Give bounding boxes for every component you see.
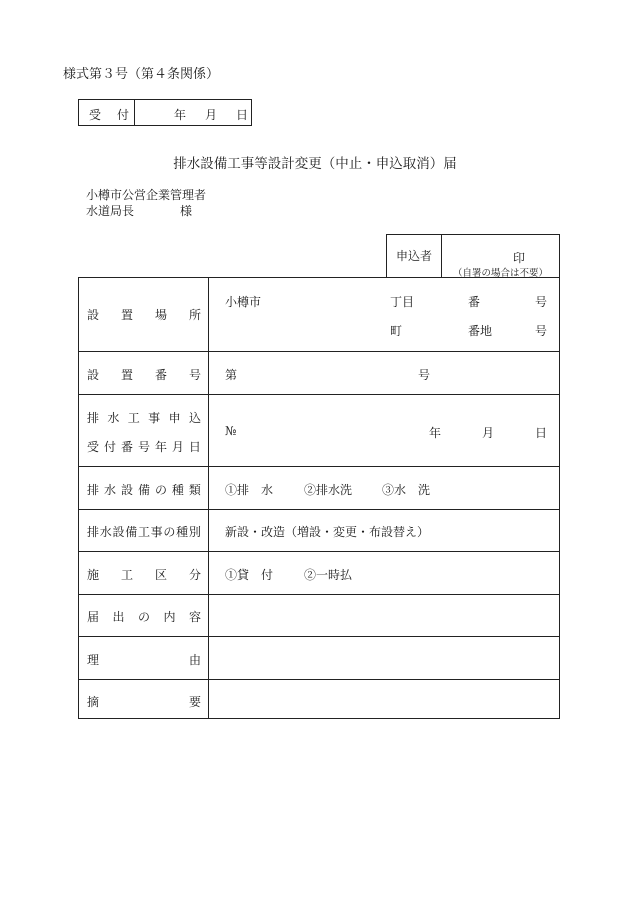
applicant-label: 申込者	[387, 235, 442, 277]
location-label: 設 置 場 所	[87, 308, 201, 322]
facility-opt3: ③水 洗	[382, 483, 431, 497]
receipt-label	[79, 100, 135, 125]
row-location	[79, 278, 559, 351]
receipt-year: 年	[174, 108, 187, 122]
location-machi: 町	[390, 324, 403, 338]
row-content	[79, 594, 559, 636]
row-application	[79, 394, 559, 466]
application-label-1: 排 水 工 事 申 込	[87, 411, 201, 425]
reason-label	[87, 651, 201, 668]
receipt-label-2: 付	[117, 108, 130, 122]
remarks-label	[87, 693, 201, 710]
signature-note: （自署の場合は不要）	[453, 268, 549, 279]
location-ban: 番	[468, 295, 481, 309]
location-go: 号	[535, 295, 548, 309]
application-month: 月	[482, 426, 495, 440]
content-label: 届 出 の 内 容	[87, 610, 201, 624]
applicant-box	[386, 234, 560, 278]
remarks-label-2: 要	[188, 695, 201, 709]
row-category	[79, 551, 559, 594]
reason-label-2: 由	[188, 653, 201, 667]
category-opt1: ①貸 付	[225, 568, 274, 582]
page-title: 排水設備工事等設計変更（中止・申込取消）届	[173, 156, 457, 172]
location-city: 小樽市	[225, 295, 262, 309]
form-table	[78, 277, 560, 719]
receipt-box	[78, 99, 252, 126]
work-type-value: 新設・改造（増設・変更・布設替え）	[225, 525, 430, 539]
row-install-number	[79, 351, 559, 394]
location-go2: 号	[535, 324, 548, 338]
receipt-label-1: 受	[89, 108, 102, 122]
addressee-title: 水道局長	[86, 204, 135, 218]
reason-label-1: 理	[87, 653, 100, 667]
receipt-month: 月	[205, 108, 218, 122]
facility-type-label: 排 水 設 備 の 種 類	[87, 483, 201, 497]
application-year: 年	[429, 426, 442, 440]
form-number: 様式第３号（第４条関係）	[63, 67, 220, 82]
work-type-label: 排 水 設 備 工 事 の 種 別	[87, 525, 201, 539]
addressee-line2	[86, 202, 193, 219]
addressee-line1: 小樽市公営企業管理者	[86, 188, 207, 202]
location-banchi: 番地	[468, 324, 493, 338]
facility-opt1: ①排 水	[225, 483, 274, 497]
application-day: 日	[535, 426, 548, 440]
row-reason	[79, 636, 559, 679]
seal-mark: 印	[513, 251, 526, 265]
category-label: 施 工 区 分	[87, 568, 201, 582]
remarks-label-1: 摘	[87, 695, 100, 709]
row-work-type	[79, 509, 559, 551]
row-facility-type	[79, 466, 559, 509]
receipt-day: 日	[236, 108, 249, 122]
addressee-honorific: 様	[180, 204, 193, 218]
location-chome: 丁目	[390, 295, 415, 309]
application-label-2: 受 付 番 号 年 月 日	[87, 440, 201, 454]
install-number-label: 設 置 番 号	[87, 368, 201, 382]
install-number-dai: 第	[225, 368, 238, 382]
application-no: №	[225, 424, 237, 438]
category-opt2: ②一時払	[304, 568, 353, 582]
facility-opt2: ②排水洗	[304, 483, 353, 497]
install-number-go: 号	[418, 368, 431, 382]
row-remarks	[79, 679, 559, 720]
